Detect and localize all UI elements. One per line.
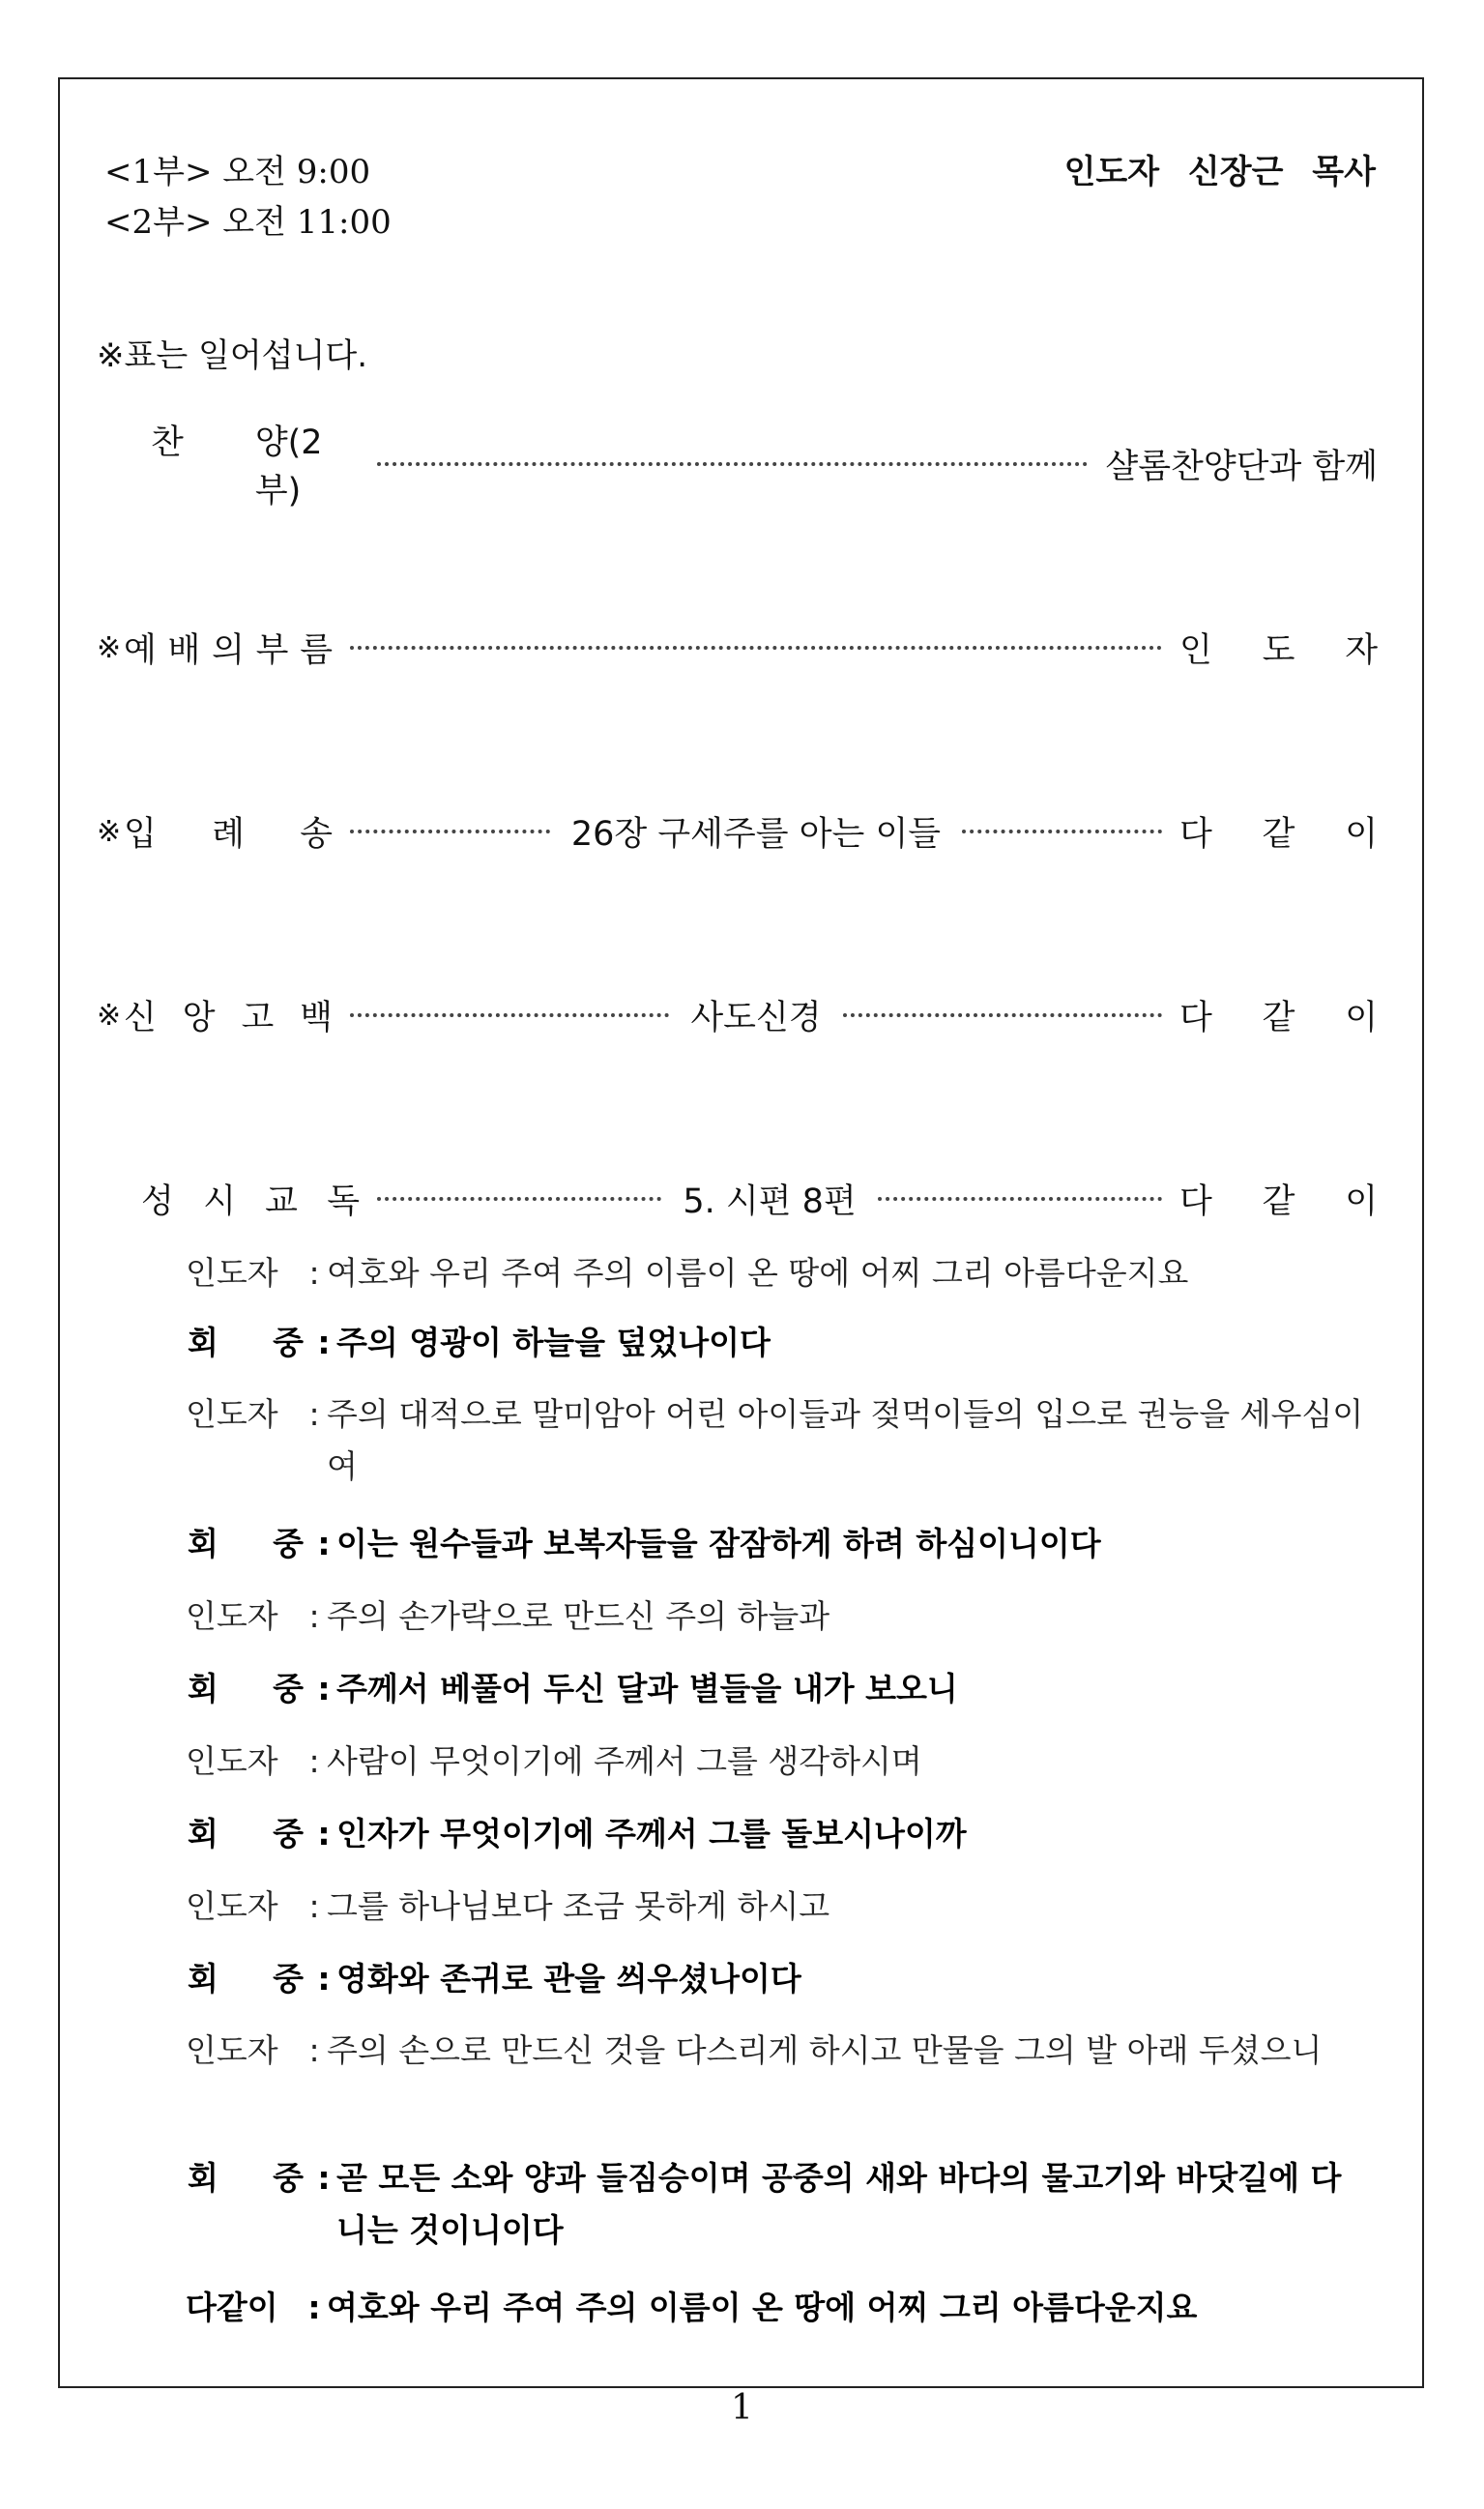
congregation-line — [186, 1317, 1365, 1369]
speaker-text: 회 — [188, 1525, 218, 1562]
speaker-colon: : — [308, 1254, 320, 1292]
order-item-performer — [1179, 807, 1378, 856]
speaker-colon: : — [317, 1960, 331, 1998]
performer-char: 다 — [1179, 999, 1212, 1037]
order-label-char: 고 — [241, 999, 275, 1037]
order-label-char: 입 — [124, 815, 157, 854]
speaker-colon: : — [308, 1887, 320, 1925]
order-label-char: 예 — [124, 631, 157, 670]
dot-leader — [843, 1013, 1162, 1017]
performer-char: 도 — [1262, 631, 1295, 670]
leader-line — [186, 2025, 1365, 2077]
performer-char: 같 — [1262, 999, 1295, 1037]
order-item-label — [124, 416, 360, 512]
reading-text: 이는 원수들과 보복자들을 잠잠하게 하려 하심이니이다 — [336, 1525, 1101, 1562]
congregation-line — [186, 2282, 1365, 2334]
speaker-text: 중 — [273, 1960, 304, 1998]
speaker-label — [186, 2025, 302, 2077]
speaker-text: 인도자 — [186, 2031, 278, 2069]
speaker-label — [186, 1247, 302, 1299]
speaker-label — [186, 2152, 311, 2257]
order-item-label — [124, 1175, 360, 1223]
speaker-label — [186, 1317, 311, 1369]
standing-mark: ※ — [97, 630, 122, 665]
service-time-1: <1부> 오전 9:00 — [104, 153, 371, 191]
order-item-performer — [1105, 440, 1378, 488]
order-item-performer — [1179, 1175, 1378, 1223]
performer-char: 이 — [1345, 999, 1378, 1037]
order-item-detail: 26장 구세주를 아는 이들 — [570, 815, 942, 854]
congregation-line — [186, 2152, 1365, 2257]
speaker-colon: : — [317, 1670, 331, 1707]
speaker-label — [186, 1590, 302, 1643]
order-item-label — [124, 991, 333, 1039]
speaker-text: 인도자 — [186, 1742, 278, 1780]
speaker-colon: : — [317, 1525, 331, 1562]
order-item-label — [124, 807, 333, 856]
order-item — [97, 423, 1378, 511]
standing-note: ※표는 일어섭니다. — [97, 336, 368, 375]
performer-char: 인 — [1179, 631, 1212, 670]
reading-text: 주의 영광이 하늘을 덮었나이다 — [336, 1324, 771, 1361]
reading-text: 여호와 우리 주여 주의 이름이 온 땅에 어찌 그리 아름다운지요 — [327, 2289, 1198, 2326]
speaker-text: 회 — [188, 1324, 218, 1361]
order-label-char: 성 — [141, 1182, 174, 1221]
order-item-performer — [1179, 991, 1378, 1039]
speaker-colon: : — [317, 2159, 331, 2197]
speaker-colon: : — [317, 1815, 331, 1853]
order-item-detail: 사도신경 — [690, 999, 822, 1037]
congregation-line — [186, 1518, 1365, 1570]
standing-mark: ※ — [97, 814, 122, 849]
leader-line — [186, 1736, 1365, 1788]
speaker-label — [186, 2282, 302, 2334]
speaker-label — [186, 1388, 302, 1493]
order-item-label — [124, 624, 333, 672]
dot-leader — [350, 830, 550, 833]
performer-char: 자 — [1345, 631, 1378, 670]
order-label-char: 앙 — [182, 999, 216, 1037]
speaker-text: 중 — [273, 1815, 304, 1853]
performer-char: 샬롬찬양단과 함께 — [1105, 448, 1378, 486]
reading-text: 사람이 무엇이기에 주께서 그를 생각하시며 — [327, 1742, 922, 1780]
dot-leader — [377, 1197, 661, 1201]
order-item — [97, 807, 1378, 856]
speaker-label — [186, 1808, 311, 1860]
speaker-text: 다같이 — [186, 2289, 278, 2326]
reading-text: 영화와 존귀로 관을 씌우셨나이다 — [336, 1960, 801, 1998]
speaker-label — [186, 1663, 311, 1715]
reading-text: 주의 손가락으로 만드신 주의 하늘과 — [327, 1597, 830, 1635]
speaker-text: 회 — [188, 1670, 218, 1707]
speaker-text: 중 — [273, 1324, 304, 1361]
order-label-char: 배 — [167, 631, 201, 670]
order-label-char: 송 — [300, 815, 333, 854]
speaker-text: 중 — [273, 2159, 304, 2197]
congregation-line — [186, 1953, 1365, 2005]
order-label-char: 양(2부) — [254, 423, 323, 511]
service-time-2: <2부> 오전 11:00 — [104, 203, 392, 242]
order-item-performer — [1179, 624, 1378, 672]
speaker-text: 중 — [273, 1670, 304, 1707]
dot-leader — [962, 830, 1162, 833]
congregation-line — [186, 1808, 1365, 1860]
leader-line — [186, 1590, 1365, 1643]
speaker-text: 인도자 — [186, 1597, 278, 1635]
dot-leader — [878, 1197, 1162, 1201]
leader-line — [186, 1881, 1365, 1933]
speaker-colon: : — [308, 1597, 320, 1635]
speaker-colon: : — [308, 1742, 320, 1780]
performer-char: 이 — [1345, 1182, 1378, 1221]
speaker-text: 회 — [188, 1815, 218, 1853]
order-label-char: 신 — [124, 999, 157, 1037]
reading-text: 그를 하나님보다 조금 못하게 하시고 — [327, 1887, 830, 1925]
order-label-char: 례 — [212, 815, 245, 854]
speaker-colon: : — [308, 1395, 320, 1433]
order-label-char: 름 — [300, 631, 333, 670]
reading-text: 곧 모든 소와 양과 들짐승이며 공중의 새와 바다의 물고기와 바닷길에 다니는 것이니이다 — [336, 2159, 1342, 2249]
leader-name: 인도자 신장근 목사 — [1063, 153, 1376, 191]
page-number: 1 — [731, 2388, 753, 2428]
order-label-char: 찬 — [151, 423, 184, 462]
order-label-char: 시 — [203, 1182, 236, 1221]
order-label-char: 교 — [265, 1182, 298, 1221]
speaker-colon: : — [307, 2289, 321, 2326]
order-item-detail: 5. 시편 8편 — [683, 1182, 857, 1221]
performer-char: 다 — [1179, 815, 1212, 854]
speaker-label — [186, 1881, 302, 1933]
dot-leader — [377, 462, 1088, 466]
order-label-char: 백 — [300, 999, 333, 1037]
reading-text: 주께서 베풀어 두신 달과 별들을 내가 보오니 — [336, 1670, 958, 1707]
order-item — [97, 624, 1378, 672]
order-item — [97, 991, 1378, 1039]
order-label-char: 부 — [255, 631, 289, 670]
reading-text: 인자가 무엇이기에 주께서 그를 돌보시나이까 — [336, 1815, 967, 1853]
reading-text: 여호와 우리 주여 주의 이름이 온 땅에 어찌 그리 아름다운지요 — [327, 1254, 1189, 1292]
speaker-text: 인도자 — [186, 1395, 278, 1433]
leader-line — [186, 1247, 1365, 1299]
performer-char: 다 — [1179, 1182, 1212, 1221]
leader-line — [186, 1388, 1365, 1493]
performer-char: 이 — [1345, 815, 1378, 854]
dot-leader — [350, 1013, 669, 1017]
speaker-colon: : — [308, 2031, 320, 2069]
speaker-text: 중 — [273, 1525, 304, 1562]
order-label-char: 독 — [327, 1182, 360, 1221]
order-item — [97, 1175, 1378, 1223]
speaker-text: 인도자 — [186, 1887, 278, 1925]
speaker-label — [186, 1736, 302, 1788]
dot-leader — [350, 646, 1162, 650]
reading-text: 주의 대적으로 말미암아 어린 아이들과 젖먹이들의 입으로 권능을 세우심이여 — [327, 1395, 1364, 1485]
speaker-label — [186, 1518, 311, 1570]
speaker-text: 회 — [188, 2159, 218, 2197]
performer-char: 같 — [1262, 815, 1295, 854]
order-label-char: 의 — [212, 631, 245, 670]
speaker-label — [186, 1953, 311, 2005]
standing-mark: ※ — [97, 998, 122, 1033]
performer-char: 같 — [1262, 1182, 1295, 1221]
reading-text: 주의 손으로 만드신 것을 다스리게 하시고 만물을 그의 발 아래 두셨으니 — [327, 2031, 1323, 2069]
speaker-text: 인도자 — [186, 1254, 278, 1292]
speaker-colon: : — [317, 1324, 331, 1361]
speaker-text: 회 — [188, 1960, 218, 1998]
congregation-line — [186, 1663, 1365, 1715]
